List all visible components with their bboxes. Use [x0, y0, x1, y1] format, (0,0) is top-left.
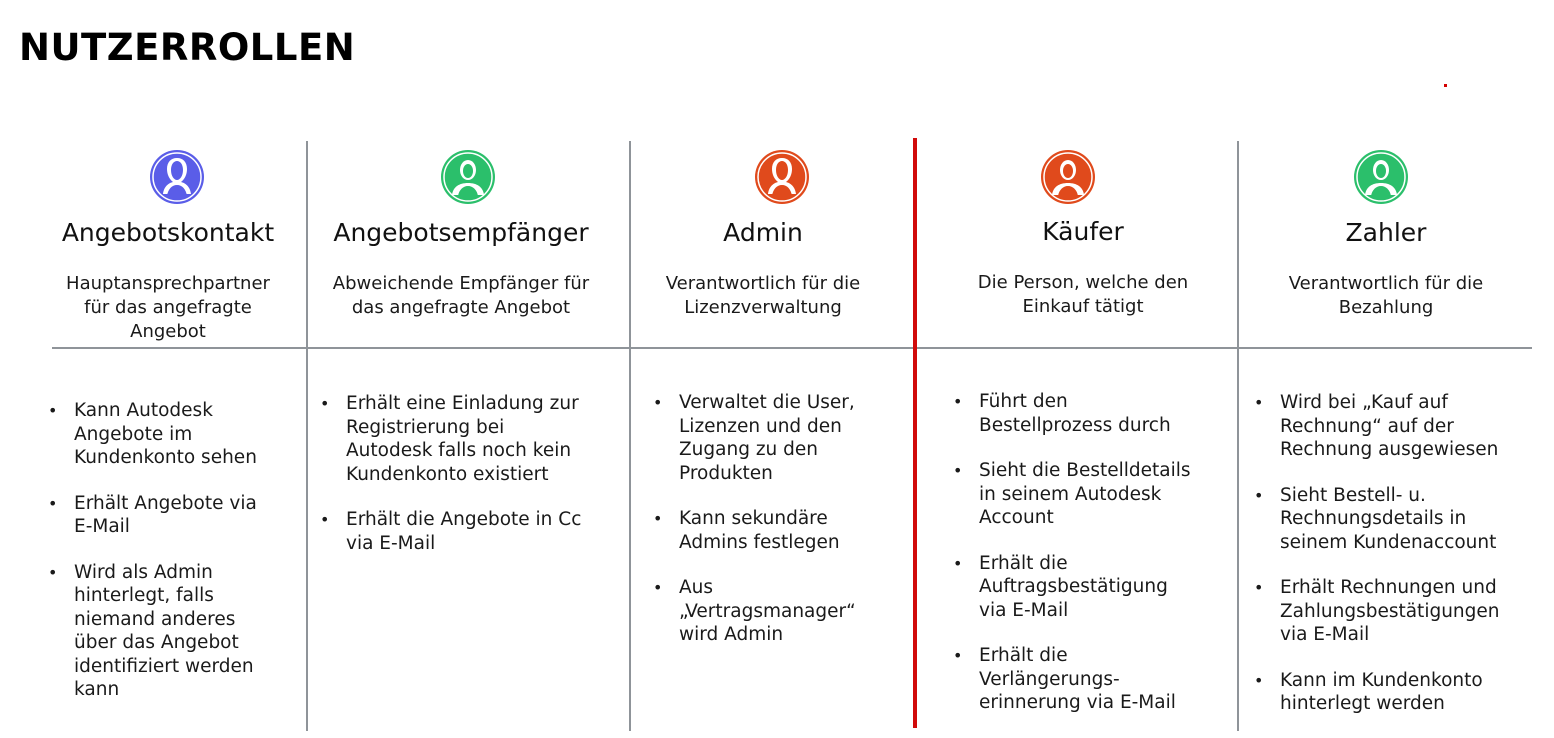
responsibility-list: [653, 391, 856, 669]
person-female-icon: [753, 148, 811, 206]
list-item: • Aus „Vertragsmanager“ wird Admin: [653, 576, 856, 647]
list-item: • Erhält eine Einladung zur Registrierung bei Autodesk falls noch kein Kundenkonto existiert: [320, 392, 581, 486]
role-name: Käufer: [1042, 217, 1124, 246]
role-description: Abweichende Empfänger für das angefragte Angebot: [332, 273, 590, 318]
responsibility-list: [1254, 391, 1500, 738]
list-item: • Verwaltet die User, Lizenzen und den Zugang zu den Produkten: [653, 391, 856, 485]
role-description: Hauptansprechpartner für das angefragte Angebot: [66, 273, 270, 342]
person-female-icon: [148, 148, 206, 206]
list-item: • Erhält Rechnungen und Zahlungsbestätigungen via E-Mail: [1254, 576, 1500, 647]
person-male-icon: [1352, 148, 1410, 206]
list-item: • Kann sekundäre Admins festlegen: [653, 507, 856, 554]
list-item: • Erhält die Angebote in Cc via E-Mail: [320, 508, 581, 555]
list-item: • Erhält die Auftragsbestätigung via E-Mail: [953, 552, 1191, 623]
list-item: • Sieht Bestell- u. Rechnungsdetails in seinem Kundenaccount: [1254, 484, 1500, 555]
role-name: Angebotsempfänger: [333, 218, 589, 247]
page-title: NUTZERROLLEN: [19, 26, 356, 69]
person-male-icon: [439, 148, 497, 206]
role-name: Zahler: [1345, 218, 1427, 247]
role-column-angebotsempfaenger: [310, 0, 612, 737]
column-divider-red: [913, 138, 917, 728]
role-description: Verantwortlich für die Lizenzverwaltung: [665, 273, 861, 318]
list-item: • Erhält Angebote via E-Mail: [48, 492, 257, 539]
list-item: • Kann im Kundenkonto hinterlegt werden: [1254, 669, 1500, 716]
list-item: • Kann Autodesk Angebote im Kundenkonto sehen: [48, 399, 257, 470]
role-column-kaeufer: [918, 0, 1248, 737]
list-item: • Wird als Admin hinterlegt, falls niemand anderes über das Angebot identifiziert werden kann: [48, 561, 257, 702]
role-name: Admin: [723, 218, 803, 247]
responsibility-list: [953, 390, 1191, 737]
role-name: Angebotskontakt: [61, 218, 275, 247]
role-description: Verantwortlich für die Bezahlung: [1288, 273, 1484, 318]
list-item: • Führt den Bestellprozess durch: [953, 390, 1191, 437]
list-item: • Sieht die Bestelldetails in seinem Autodesk Account: [953, 459, 1191, 530]
role-description: Die Person, welche den Einkauf tätigt: [977, 272, 1189, 317]
responsibility-list: [48, 399, 257, 724]
list-item: • Erhält die Verlängerungs- erinnerung via E-Mail: [953, 644, 1191, 715]
role-column-zahler: [1240, 0, 1532, 737]
list-item: • Wird bei „Kauf auf Rechnung“ auf der Rechnung ausgewiesen: [1254, 391, 1500, 462]
column-divider-1: [306, 141, 308, 731]
role-column-admin: [632, 0, 894, 737]
responsibility-list: [320, 392, 581, 577]
role-column-angebotskontakt: [30, 0, 306, 737]
column-divider-2: [629, 141, 631, 731]
person-male-icon: [1039, 148, 1097, 206]
